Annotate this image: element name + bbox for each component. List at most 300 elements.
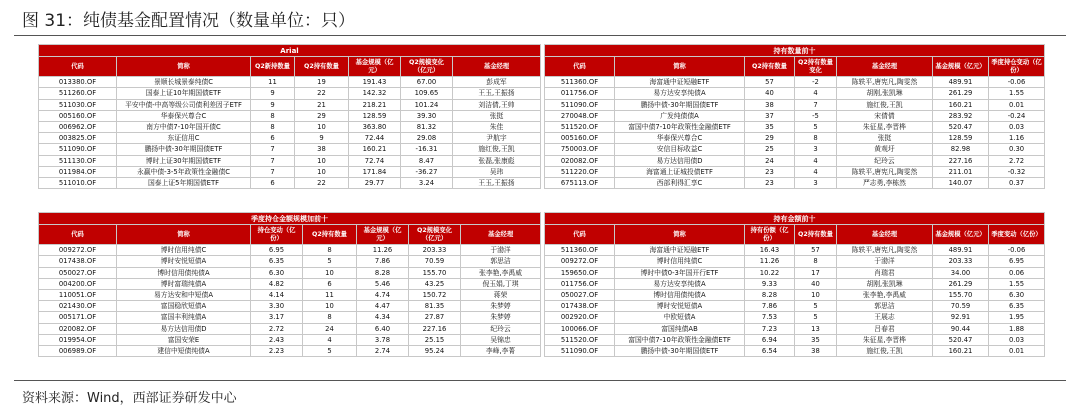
table-row (545, 301, 1045, 312)
table-cell: 6 (251, 133, 295, 144)
table-cell: 富国中债7-10年政策性金融债ETF (615, 121, 745, 132)
column-header: Q2持有数量 (295, 57, 349, 77)
table-cell: 29 (295, 110, 349, 121)
table-cell: 011984.OF (39, 166, 117, 177)
table-row (545, 245, 1045, 256)
table-cell: 2.43 (251, 334, 303, 345)
table-cell: 吴玮 (453, 166, 541, 177)
table-cell: 511520.OF (545, 334, 615, 345)
table-cell: 鹏扬中债-30年期国债ETF (117, 144, 251, 155)
column-header: 基金规模（亿元） (933, 225, 989, 245)
column-header: Q2持有数量变化 (795, 57, 837, 77)
table-cell: 10.22 (745, 267, 795, 278)
table-cell: 东证信用C (117, 133, 251, 144)
table-cell: 博时信用纯债C (615, 256, 745, 267)
table-cell: 57 (795, 245, 837, 256)
column-header: 持有份额（亿份） (745, 225, 795, 245)
table-cell: 81.32 (401, 121, 453, 132)
table-cell: 朱梦婷 (461, 312, 541, 323)
column-header: 简称 (615, 225, 745, 245)
table-cell: 李峰,李菁 (461, 345, 541, 356)
table-cell: 750003.OF (545, 144, 615, 155)
table-cell: 011756.OF (545, 88, 615, 99)
table-cell: 富国丰利纯债A (117, 312, 251, 323)
table-cell: 171.84 (349, 166, 401, 177)
table-cell: 安信目标收益C (615, 144, 745, 155)
table-cell: 675113.OF (545, 177, 615, 188)
table-cell: 3.17 (251, 312, 303, 323)
table-cell: 6 (303, 278, 357, 289)
table-cell: 511220.OF (545, 166, 615, 177)
table-cell: 郭思洁 (837, 301, 933, 312)
table-cell: 020082.OF (39, 323, 117, 334)
table-cell: 23 (745, 177, 795, 188)
table-cell: 72.44 (349, 133, 401, 144)
table-cell: 博时安悦短债A (615, 301, 745, 312)
table-cell: 建信中短债纯债A (117, 345, 251, 356)
table-cell: 景顺长城景泰纯债C (117, 77, 251, 88)
column-header: 基金规模（亿元） (357, 225, 409, 245)
table-cell: 4 (795, 88, 837, 99)
column-header: 基金规模（亿元） (349, 57, 401, 77)
column-header: Q2新持数量 (251, 57, 295, 77)
table-cell: 5 (795, 312, 837, 323)
table-cell: -5 (795, 110, 837, 121)
table-cell: 广发纯债债A (615, 110, 745, 121)
table-cell: 7 (795, 99, 837, 110)
table-cell: 0.03 (989, 334, 1045, 345)
table-cell: 511010.OF (39, 177, 117, 188)
table-row (39, 88, 541, 99)
table-cell: 511090.OF (545, 99, 615, 110)
table-cell: 6.35 (251, 256, 303, 267)
table-cell: 511090.OF (545, 345, 615, 356)
table-cell: 8 (795, 256, 837, 267)
table-cell: 4.14 (251, 289, 303, 300)
table-row (39, 312, 541, 323)
table-cell: 10 (295, 121, 349, 132)
table-cell: 陈轶平,唐宪凡,陶雯然 (837, 245, 933, 256)
table-cell: 0.30 (989, 144, 1045, 155)
table-cell: 博时中债0-3年国开行ETF (615, 267, 745, 278)
table-cell: 9 (295, 133, 349, 144)
bottom-rule (14, 380, 1066, 381)
table-cell: 鹏扬中债-30年期国债ETF (615, 345, 745, 356)
table-band-row (545, 213, 1045, 225)
table-cell: 7 (251, 144, 295, 155)
table-row (39, 110, 541, 121)
table-cell: 203.33 (933, 256, 989, 267)
table-cell: 9 (251, 88, 295, 99)
table-cell: 511030.OF (39, 99, 117, 110)
table-cell: 5 (795, 121, 837, 132)
table-cell: 博时信用纯债C (117, 245, 251, 256)
table-cell: -2 (795, 77, 837, 88)
table-cell: -0.32 (989, 166, 1045, 177)
table-cell: 4.34 (357, 312, 409, 323)
table-cell: 128.59 (933, 133, 989, 144)
table-cell: 5 (303, 256, 357, 267)
table-cell: 6.30 (251, 267, 303, 278)
table-row (39, 144, 541, 155)
table-cell: 吴锦忠 (461, 334, 541, 345)
table-cell: 10 (295, 166, 349, 177)
column-header: 持仓变动（亿份） (251, 225, 303, 245)
table-cell: 胡刚,张凯琳 (837, 278, 933, 289)
table-cell: 倪玉娟,丁琪 (461, 278, 541, 289)
table-cell: 海富通中证短融ETF (615, 245, 745, 256)
table-cell: 5 (795, 301, 837, 312)
table-cell: 博时信用债纯债A (615, 289, 745, 300)
table-top-by-amount (544, 212, 1045, 357)
table-cell: 25 (745, 144, 795, 155)
table-cell: 128.59 (349, 110, 401, 121)
table-cell: 38 (745, 99, 795, 110)
table-cell: 16.43 (745, 245, 795, 256)
table-cell: 227.16 (409, 323, 461, 334)
table-cell: 3.78 (357, 334, 409, 345)
table-cell: 27.87 (409, 312, 461, 323)
table-cell: 017438.OF (39, 256, 117, 267)
table-cell: 朱征星,李晋桦 (837, 334, 933, 345)
table-cell: 92.91 (933, 312, 989, 323)
table-cell: 3.24 (401, 177, 453, 188)
column-header: 代码 (545, 57, 615, 77)
table-cell: 张挺 (837, 133, 933, 144)
table-cell: 张磊,张康彪 (453, 155, 541, 166)
table-cell: 511360.OF (545, 77, 615, 88)
table-cell: 7.23 (745, 323, 795, 334)
table-row (39, 99, 541, 110)
table-cell: 013380.OF (39, 77, 117, 88)
table-cell: 肖瑞君 (837, 267, 933, 278)
table-cell: 019954.OF (39, 334, 117, 345)
table-cell: 34.00 (933, 267, 989, 278)
table-cell: 23 (745, 166, 795, 177)
table-cell: 100066.OF (545, 323, 615, 334)
table-cell: 13 (795, 323, 837, 334)
table-cell: 283.92 (933, 110, 989, 121)
table-cell: 140.07 (933, 177, 989, 188)
table-cell: 261.29 (933, 278, 989, 289)
table-row (545, 289, 1045, 300)
table-cell: 陈轶平,唐宪凡,陶雯然 (837, 166, 933, 177)
table-cell: 富国纯债AB (615, 323, 745, 334)
table-cell: 7.86 (357, 256, 409, 267)
table-row (545, 121, 1045, 132)
table-cell: 005171.OF (39, 312, 117, 323)
table-cell: 004200.OF (39, 278, 117, 289)
table-cell: 10 (303, 301, 357, 312)
table-cell: 150.72 (409, 289, 461, 300)
table-cell: 于渤洋 (461, 245, 541, 256)
table-cell: 彭成军 (453, 77, 541, 88)
table-cell: 2.72 (989, 155, 1045, 166)
table-cell: 博时信用债纯债A (117, 267, 251, 278)
table-cell: 22 (295, 177, 349, 188)
table-cell: 40 (745, 88, 795, 99)
table-cell: 006989.OF (39, 345, 117, 356)
table-cell: 489.91 (933, 245, 989, 256)
table-cell: 009272.OF (545, 256, 615, 267)
table-cell: 11 (251, 77, 295, 88)
table-cell: 4.82 (251, 278, 303, 289)
table-cell: 002920.OF (545, 312, 615, 323)
column-header: 代码 (545, 225, 615, 245)
table-cell: 6.30 (989, 289, 1045, 300)
column-header: 简称 (117, 57, 251, 77)
table-row (545, 177, 1045, 188)
table-row (545, 144, 1045, 155)
table-cell: 82.98 (933, 144, 989, 155)
table-cell: 6.54 (745, 345, 795, 356)
table-cell: 9.33 (745, 278, 795, 289)
table-row (39, 301, 541, 312)
table-cell: 19 (295, 77, 349, 88)
table-cell: -0.24 (989, 110, 1045, 121)
column-header: 基金经理 (453, 57, 541, 77)
table-cell: 永赢中债-3-5年政策性金融债C (117, 166, 251, 177)
table-cell: 张李艳,李禹威 (461, 267, 541, 278)
table-cell: 227.16 (933, 155, 989, 166)
table-cell: 海富通中证短融ETF (615, 77, 745, 88)
table-cell: 富国稳欣短债A (117, 301, 251, 312)
table-cell: 海富通上证城投债ETF (615, 166, 745, 177)
table-cell: 国泰上证10年期国债ETF (117, 88, 251, 99)
table-cell: 101.24 (401, 99, 453, 110)
table-cell: 4.47 (357, 301, 409, 312)
table-cell: 5.46 (357, 278, 409, 289)
table-cell: 3 (795, 177, 837, 188)
table-band-title: Arial (39, 45, 541, 57)
table-cell: 尹航宇 (453, 133, 541, 144)
table-cell: 平安中债-中高等级公司债利差因子ETF (117, 99, 251, 110)
table-top-by-scale-increase (38, 212, 541, 357)
column-header: 简称 (615, 57, 745, 77)
table-cell: 29.08 (401, 133, 453, 144)
column-header: 简称 (117, 225, 251, 245)
table-cell: 施红俊,王凯 (837, 99, 933, 110)
table-header-row (545, 57, 1045, 77)
column-header: Q2规模变化（亿元） (401, 57, 453, 77)
table-cell: 严志勇,李栋然 (837, 177, 933, 188)
table-cell: 160.21 (349, 144, 401, 155)
table-cell: 富国安荣E (117, 334, 251, 345)
table-q2-new-holdings (38, 44, 541, 189)
table-cell: 21 (295, 99, 349, 110)
column-header: Q2持有数量 (795, 225, 837, 245)
table-cell: 王展志 (837, 312, 933, 323)
table-cell: 6.95 (989, 256, 1045, 267)
source-note: 资料来源：Wind，西部证券研发中心 (22, 391, 237, 406)
table-top-by-count (544, 44, 1045, 189)
table-cell: 8 (303, 312, 357, 323)
table-cell: 10 (795, 289, 837, 300)
table-cell: 1.88 (989, 323, 1045, 334)
figure-title: 图 31：纯债基金配置情况（数量单位：只） (22, 11, 356, 31)
column-header: Q2持有数量 (303, 225, 357, 245)
table-row (545, 77, 1045, 88)
table-cell: 3 (795, 144, 837, 155)
table-cell: 38 (795, 345, 837, 356)
table-cell: 005160.OF (39, 110, 117, 121)
table-cell: 刘洁倩,王帅 (453, 99, 541, 110)
table-cell: 易方达信用债D (117, 323, 251, 334)
table-cell: 易方达安和中短债A (117, 289, 251, 300)
table-cell: 8 (795, 133, 837, 144)
table-header-row (39, 57, 541, 77)
table-cell: 160.21 (933, 99, 989, 110)
table-row (39, 256, 541, 267)
table-row (545, 133, 1045, 144)
table-cell: 0.01 (989, 99, 1045, 110)
table-cell: 10 (295, 155, 349, 166)
column-header: 基金经理 (837, 225, 933, 245)
table-cell: 2.74 (357, 345, 409, 356)
table-row (545, 155, 1045, 166)
table-row (545, 345, 1045, 356)
top-rule (14, 35, 1066, 36)
table-cell: 17 (795, 267, 837, 278)
table-cell: 9 (251, 99, 295, 110)
table-row (39, 121, 541, 132)
table-cell: 38 (295, 144, 349, 155)
table-cell: 黄观圩 (837, 144, 933, 155)
table-cell: 宋倩倩 (837, 110, 933, 121)
table-cell: 8 (251, 110, 295, 121)
table-row (39, 345, 541, 356)
table-header-row (545, 225, 1045, 245)
table-cell: 华泰保兴尊合C (615, 133, 745, 144)
table-cell: 017438.OF (545, 301, 615, 312)
table-cell: 142.32 (349, 88, 401, 99)
table-band-row (545, 45, 1045, 57)
table-cell: 520.47 (933, 121, 989, 132)
table-row (545, 99, 1045, 110)
table-cell: 朱征星,李晋桦 (837, 121, 933, 132)
table-cell: -0.06 (989, 245, 1045, 256)
table-cell: -0.06 (989, 77, 1045, 88)
table-cell: 易方达安享纯债A (615, 88, 745, 99)
table-cell: 021430.OF (39, 301, 117, 312)
table-cell: 蒋荣 (461, 289, 541, 300)
column-header: 基金经理 (837, 57, 933, 77)
table-cell: 489.91 (933, 77, 989, 88)
table-row (39, 323, 541, 334)
table-row (39, 267, 541, 278)
table-cell: 0.06 (989, 267, 1045, 278)
table-row (39, 155, 541, 166)
table-cell: 57 (745, 77, 795, 88)
table-cell: 70.59 (933, 301, 989, 312)
table-cell: 王玉,王振扬 (453, 177, 541, 188)
table-cell: 施红俊,王凯 (837, 345, 933, 356)
table-cell: 203.33 (409, 245, 461, 256)
table-row (39, 334, 541, 345)
table-cell: 朱佳 (453, 121, 541, 132)
table-cell: 4 (795, 155, 837, 166)
table-cell: 95.24 (409, 345, 461, 356)
table-cell: 6.94 (745, 334, 795, 345)
column-header: 基金规模（亿元） (933, 57, 989, 77)
table-cell: 郭思洁 (461, 256, 541, 267)
table-cell: 博时安悦短债A (117, 256, 251, 267)
table-cell: 009272.OF (39, 245, 117, 256)
table-cell: 511520.OF (545, 121, 615, 132)
column-header: 季度变动（亿份） (989, 225, 1045, 245)
table-cell: 胡刚,张凯琳 (837, 88, 933, 99)
table-cell: 211.01 (933, 166, 989, 177)
table-cell: 67.00 (401, 77, 453, 88)
table-cell: 24 (303, 323, 357, 334)
table-cell: 4 (303, 334, 357, 345)
table-cell: 11.26 (745, 256, 795, 267)
table-cell: 11.26 (357, 245, 409, 256)
table-cell: 511360.OF (545, 245, 615, 256)
table-cell: 国泰上证5年期国债ETF (117, 177, 251, 188)
table-header-row (39, 225, 541, 245)
table-cell: 7.53 (745, 312, 795, 323)
table-cell: 8 (303, 245, 357, 256)
table-cell: 4 (795, 166, 837, 177)
table-cell: 6.95 (251, 245, 303, 256)
table-cell: 005160.OF (545, 133, 615, 144)
table-cell: -36.27 (401, 166, 453, 177)
table-row (545, 323, 1045, 334)
table-cell: 1.55 (989, 88, 1045, 99)
table-cell: 22 (295, 88, 349, 99)
table-cell: 10 (303, 267, 357, 278)
table-cell: 90.44 (933, 323, 989, 334)
table-band-title: 持有数量前十 (545, 45, 1045, 57)
table-row (545, 312, 1045, 323)
table-cell: 8 (251, 121, 295, 132)
table-cell: 37 (745, 110, 795, 121)
table-cell: 纪玲云 (837, 155, 933, 166)
table-cell: 270048.OF (545, 110, 615, 121)
table-cell: 050027.OF (545, 289, 615, 300)
table-cell: 011756.OF (545, 278, 615, 289)
table-cell: 张李艳,李禹威 (837, 289, 933, 300)
table-cell: 003825.OF (39, 133, 117, 144)
column-header: Q2规模变化（亿元） (409, 225, 461, 245)
table-row (39, 278, 541, 289)
table-cell: 218.21 (349, 99, 401, 110)
table-cell: 43.25 (409, 278, 461, 289)
table-cell: 159650.OF (545, 267, 615, 278)
table-cell: 8.28 (357, 267, 409, 278)
table-cell: -16.31 (401, 144, 453, 155)
table-cell: 中欧短债A (615, 312, 745, 323)
table-row (545, 88, 1045, 99)
table-band-row (39, 45, 541, 57)
table-cell: 7.86 (745, 301, 795, 312)
table-cell: 363.80 (349, 121, 401, 132)
column-header: 代码 (39, 225, 117, 245)
table-cell: 4.74 (357, 289, 409, 300)
table-cell: 2.72 (251, 323, 303, 334)
table-band-title: 持有金额前十 (545, 213, 1045, 225)
table-cell: 0.01 (989, 345, 1045, 356)
table-cell: 易方达信用债D (615, 155, 745, 166)
table-cell: 24 (745, 155, 795, 166)
table-cell: 72.74 (349, 155, 401, 166)
table-cell: 3.30 (251, 301, 303, 312)
column-header: 季度持仓变动（亿份） (989, 57, 1045, 77)
table-row (545, 166, 1045, 177)
table-cell: 155.70 (409, 267, 461, 278)
table-band-title: 季度持仓金额规模加前十 (39, 213, 541, 225)
